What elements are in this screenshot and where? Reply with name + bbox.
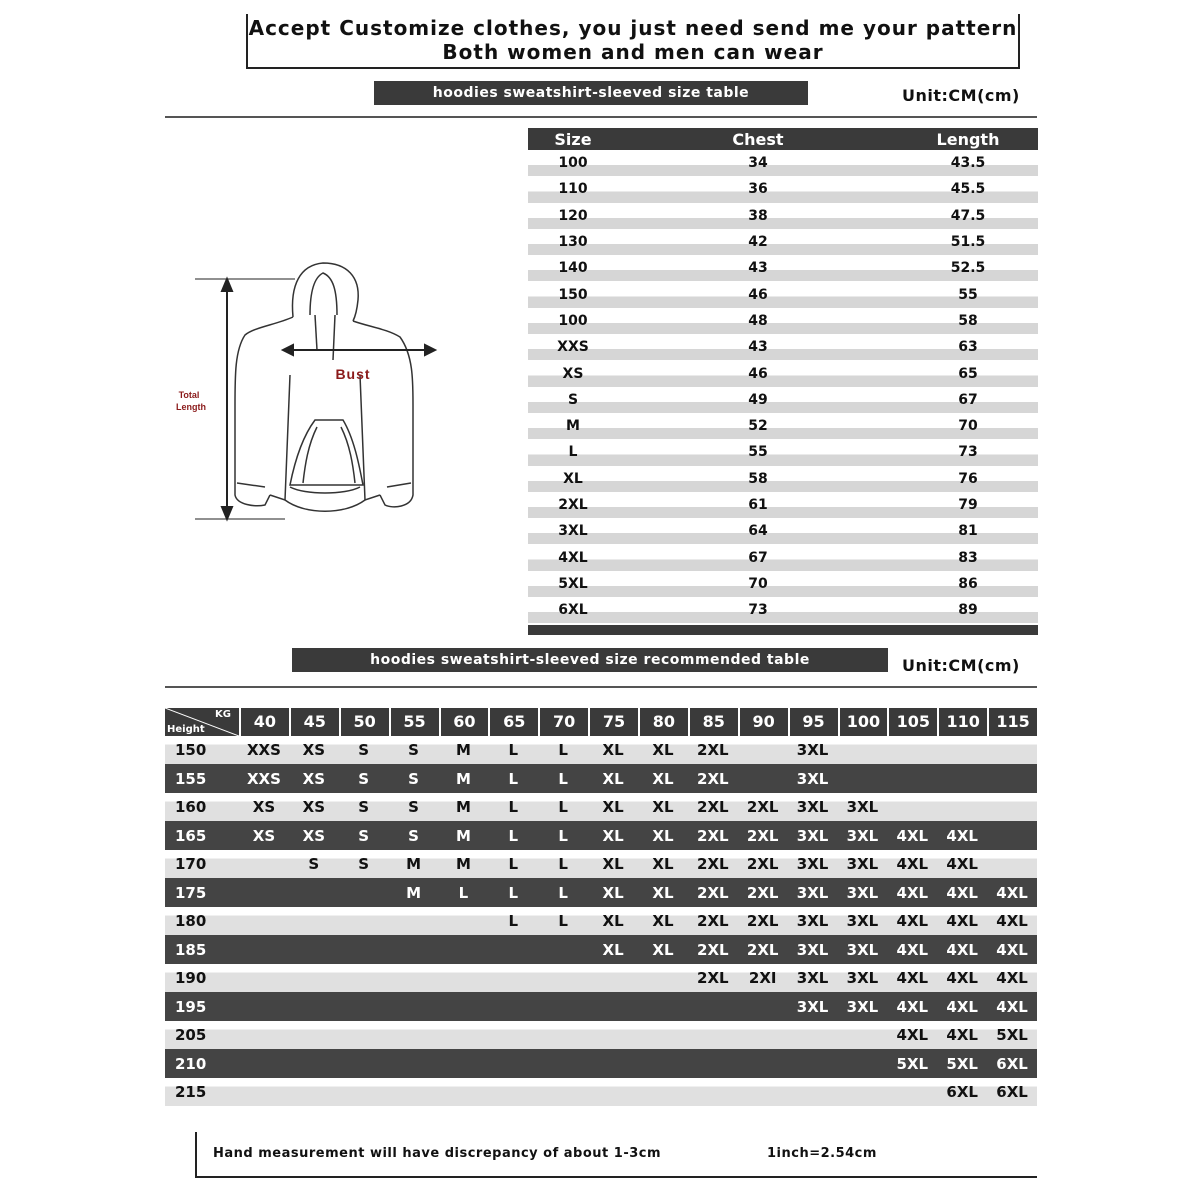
rec-corner — [165, 708, 239, 736]
divider — [165, 686, 1037, 688]
size-cell: 3XL — [846, 855, 879, 873]
size-cell: 110 — [558, 181, 588, 198]
length-cell: 70 — [958, 418, 978, 435]
footer-conversion: 1inch=2.54cm — [767, 1146, 877, 1161]
rec-table-banner: hoodies sweatshirt-sleeved size recommended table — [292, 648, 888, 672]
weight-header-cell: 100 — [838, 708, 888, 736]
size-cell: XS — [252, 798, 276, 816]
table-row — [528, 597, 1038, 623]
length-cell: 83 — [958, 549, 978, 566]
weight-header-cell: 45 — [289, 708, 339, 736]
height-cell: 160 — [175, 798, 207, 816]
size-cell: S — [358, 769, 370, 788]
size-cell: XXS — [557, 339, 589, 356]
size-cell: 4XL — [896, 883, 929, 902]
chest-cell: 61 — [748, 497, 768, 513]
size-cell: 2XL — [697, 741, 729, 759]
size-cell: 3XL — [796, 741, 829, 759]
size-cell: XL — [602, 798, 624, 816]
size-cell: 3XL — [796, 912, 829, 930]
size-cell: 4XL — [896, 1026, 929, 1044]
size-cell: L — [558, 855, 568, 873]
size-cell: XS — [302, 769, 325, 788]
size-cell: 4XL — [896, 997, 929, 1016]
size-cell: L — [508, 798, 519, 816]
chest-cell: 64 — [748, 523, 768, 540]
weight-header-cell: 80 — [638, 708, 688, 736]
size-cell: 4XL — [896, 912, 929, 930]
size-cell: 2XL — [697, 912, 729, 930]
table-row — [165, 850, 1037, 878]
chest-cell: 43 — [748, 260, 768, 277]
table-row — [528, 150, 1038, 176]
table-row — [528, 308, 1038, 334]
size-cell: 6XL — [996, 1054, 1028, 1073]
size-cell: L — [558, 826, 568, 845]
size-cell: 2XL — [558, 497, 588, 513]
size-cell: L — [508, 912, 519, 930]
chest-cell: 36 — [748, 181, 768, 198]
header-line-2: Both women and men can wear — [442, 40, 824, 64]
size-cell: 4XL — [946, 940, 978, 959]
size-cell: XS — [252, 826, 276, 845]
length-cell: 81 — [958, 523, 978, 540]
size-cell: M — [566, 418, 580, 435]
table-row — [165, 935, 1037, 964]
size-cell: 5XL — [896, 1054, 929, 1073]
size-cell: 100 — [558, 155, 588, 172]
size-cell: XL — [602, 855, 624, 873]
weight-header-cell: 115 — [987, 708, 1037, 736]
size-cell: XL — [563, 470, 583, 487]
size-cell: 3XL — [558, 523, 588, 540]
size-cell: 5XL — [996, 1026, 1028, 1044]
size-cell: 3XL — [796, 769, 829, 788]
table-row — [528, 518, 1038, 544]
size-cell: L — [508, 883, 519, 902]
size-cell: L — [558, 912, 568, 930]
size-cell: 100 — [558, 312, 588, 329]
size-cell: 3XL — [846, 883, 879, 902]
size-cell: 3XL — [846, 969, 879, 987]
size-cell: 2XL — [746, 855, 779, 873]
size-cell: 4XL — [946, 883, 978, 902]
size-table-unit: Unit:CM(cm) — [902, 86, 1020, 105]
hoodie-illustration — [165, 255, 465, 525]
size-cell: 4XL — [946, 912, 978, 930]
table-row — [528, 334, 1038, 360]
weight-header-cell: 60 — [439, 708, 489, 736]
chest-cell: 34 — [748, 155, 768, 172]
size-cell: XL — [602, 769, 624, 788]
height-cell: 175 — [175, 883, 207, 902]
size-cell: 6XL — [996, 1083, 1028, 1101]
size-cell: 4XL — [996, 883, 1028, 902]
size-cell: XL — [652, 940, 674, 959]
size-cell: XL — [652, 883, 674, 902]
size-cell: 4XL — [946, 1026, 978, 1044]
rec-table-header — [165, 708, 1037, 736]
size-cell: S — [408, 826, 419, 845]
chest-cell: 46 — [748, 286, 768, 303]
weight-header-cell: 50 — [339, 708, 389, 736]
weight-header-cell: 65 — [488, 708, 538, 736]
size-cell: 4XL — [896, 855, 929, 873]
size-cell: XXS — [246, 741, 281, 759]
size-cell: S — [408, 741, 419, 759]
weight-header-cell: 95 — [788, 708, 838, 736]
size-table-footer-bar — [528, 625, 1038, 635]
size-cell: 2XI — [748, 969, 777, 987]
size-cell: L — [558, 741, 568, 759]
size-table-header — [528, 128, 1038, 150]
size-cell: 4XL — [996, 969, 1028, 987]
hoodie-drawing — [165, 255, 465, 525]
size-cell: XS — [562, 365, 584, 382]
size-cell: L — [458, 883, 469, 902]
length-cell: 43.5 — [950, 155, 986, 172]
header-line-1: Accept Customize clothes, you just need send me your pattern — [248, 16, 1018, 40]
size-cell: XL — [602, 826, 624, 845]
table-row — [165, 1078, 1037, 1106]
height-cell: 185 — [175, 940, 207, 959]
size-cell: L — [508, 855, 519, 873]
size-cell: XL — [652, 855, 674, 873]
size-cell: 3XL — [846, 798, 879, 816]
size-cell: L — [508, 741, 519, 759]
size-cell: 5XL — [946, 1054, 978, 1073]
size-cell: 2XL — [697, 826, 729, 845]
length-cell: 47.5 — [950, 207, 986, 224]
size-table — [528, 128, 1038, 635]
size-cell: 3XL — [796, 997, 829, 1016]
divider — [165, 116, 1037, 118]
size-cell: 3XL — [796, 798, 829, 816]
table-row — [528, 203, 1038, 229]
weight-header-cell: 105 — [887, 708, 937, 736]
size-cell: 4XL — [946, 969, 978, 987]
size-cell: XL — [602, 940, 624, 959]
table-row — [528, 413, 1038, 439]
table-row — [528, 571, 1038, 597]
size-cell: 150 — [558, 286, 588, 303]
height-cell: 165 — [175, 826, 207, 845]
size-cell: 2XL — [697, 883, 729, 902]
bust-label: Bust — [335, 366, 371, 382]
size-table-banner: hoodies sweatshirt-sleeved size table — [374, 81, 808, 105]
size-cell: XL — [602, 883, 624, 902]
size-cell: 3XL — [846, 997, 879, 1016]
size-cell: L — [558, 769, 568, 788]
size-cell: 2XL — [746, 798, 779, 816]
height-cell: 150 — [175, 741, 207, 759]
size-cell: 4XL — [996, 940, 1028, 959]
length-cell: 67 — [958, 391, 978, 408]
total-label: Total — [178, 390, 200, 400]
chest-cell: 70 — [748, 575, 768, 592]
size-cell: M — [455, 855, 471, 873]
size-cell: M — [455, 826, 471, 845]
table-row — [528, 255, 1038, 281]
length-cell: 65 — [958, 365, 978, 382]
size-cell: 2XL — [746, 940, 779, 959]
corner-kg-label: KG — [215, 709, 231, 720]
size-cell: XS — [302, 798, 325, 816]
rec-table-unit: Unit:CM(cm) — [902, 656, 1020, 675]
size-cell: XS — [302, 826, 325, 845]
weight-header-cell: 40 — [239, 708, 289, 736]
size-cell: 6XL — [558, 602, 588, 619]
table-row — [528, 360, 1038, 386]
weight-header-cell: 85 — [688, 708, 738, 736]
header-chest: Chest — [732, 129, 784, 149]
size-cell: 4XL — [558, 549, 588, 566]
chest-cell: 38 — [748, 207, 768, 224]
chest-cell: 46 — [748, 365, 768, 382]
size-cell: L — [508, 826, 519, 845]
size-cell: S — [358, 855, 370, 873]
length-cell: 45.5 — [950, 181, 986, 198]
chest-cell: 58 — [748, 470, 768, 487]
size-cell: 4XL — [896, 940, 929, 959]
height-cell: 170 — [175, 855, 207, 873]
chest-cell: 48 — [748, 312, 768, 329]
rec-table-body — [165, 736, 1037, 1106]
size-cell: XL — [652, 741, 674, 759]
table-row — [528, 176, 1038, 202]
size-cell: 2XL — [746, 826, 779, 845]
size-cell: 4XL — [946, 855, 978, 873]
size-cell: L — [568, 444, 578, 461]
table-row — [165, 992, 1037, 1021]
size-cell: M — [455, 769, 471, 788]
header-length: Length — [936, 129, 1000, 149]
size-cell: XXS — [246, 769, 281, 788]
size-cell: 2XL — [697, 855, 729, 873]
height-cell: 210 — [175, 1054, 207, 1073]
size-cell: 3XL — [796, 855, 829, 873]
length-cell: 89 — [958, 602, 978, 619]
size-cell: 2XL — [746, 883, 779, 902]
height-cell: 190 — [175, 969, 207, 987]
table-row — [165, 793, 1037, 821]
table-row — [528, 281, 1038, 307]
size-cell: 4XL — [946, 826, 978, 845]
size-cell: 6XL — [946, 1083, 978, 1101]
size-cell: XL — [652, 798, 674, 816]
size-cell: L — [558, 798, 568, 816]
height-cell: 215 — [175, 1083, 207, 1101]
size-cell: 3XL — [796, 883, 829, 902]
size-cell: 3XL — [846, 826, 879, 845]
chest-cell: 42 — [748, 234, 768, 251]
weight-header-cell: 55 — [389, 708, 439, 736]
length-cell: 52.5 — [950, 260, 986, 277]
size-cell: L — [558, 883, 568, 902]
length-cell: 73 — [958, 444, 978, 461]
table-row — [528, 544, 1038, 570]
weight-header-cell: 75 — [588, 708, 638, 736]
table-row — [165, 1021, 1037, 1049]
size-cell: 2XL — [697, 940, 729, 959]
size-cell: XL — [652, 912, 674, 930]
table-row — [528, 229, 1038, 255]
size-cell: XS — [302, 741, 325, 759]
chest-cell: 55 — [748, 444, 768, 461]
size-cell: 3XL — [846, 912, 879, 930]
size-cell: M — [455, 798, 471, 816]
size-cell: 3XL — [796, 940, 829, 959]
table-row — [528, 439, 1038, 465]
size-cell: S — [308, 855, 320, 873]
length-cell: 79 — [958, 497, 978, 513]
size-cell: S — [408, 769, 419, 788]
table-row — [165, 878, 1037, 907]
size-cell: 3XL — [846, 940, 879, 959]
length-cell: 55 — [958, 286, 978, 303]
size-cell: 4XL — [946, 997, 978, 1016]
height-cell: 155 — [175, 769, 207, 788]
size-cell: 140 — [558, 260, 588, 277]
table-row — [165, 736, 1037, 764]
table-row — [165, 964, 1037, 992]
table-row — [165, 907, 1037, 935]
table-row — [165, 764, 1037, 793]
length-cell: 58 — [958, 312, 978, 329]
size-cell: M — [455, 741, 471, 759]
chest-cell: 49 — [748, 391, 768, 408]
size-table-body — [528, 150, 1038, 623]
weight-header-cell: 90 — [738, 708, 788, 736]
footer-note: Hand measurement will have discrepancy of about 1-3cm — [213, 1146, 662, 1161]
size-cell: S — [358, 826, 370, 845]
length-cell: 86 — [958, 575, 978, 592]
size-cell: 2XL — [697, 969, 729, 987]
size-cell: XL — [602, 741, 624, 759]
size-cell: XL — [652, 826, 674, 845]
header-size: Size — [554, 129, 592, 149]
length-cell: 51.5 — [950, 234, 986, 251]
size-cell: S — [358, 798, 370, 816]
chest-cell: 52 — [748, 418, 768, 435]
size-cell: 2XL — [746, 912, 779, 930]
length-cell: 76 — [958, 470, 978, 487]
size-cell: 4XL — [996, 997, 1028, 1016]
size-cell: 2XL — [697, 798, 729, 816]
length-label: Length — [176, 402, 206, 412]
chest-cell: 73 — [748, 602, 768, 619]
header-box — [246, 14, 1020, 69]
height-cell: 180 — [175, 912, 207, 930]
size-cell: S — [408, 798, 419, 816]
height-cell: 195 — [175, 997, 207, 1016]
size-cell: XL — [602, 912, 624, 930]
corner-height-label: Height — [167, 724, 205, 735]
size-cell: 120 — [558, 207, 588, 224]
weight-header-cell: 70 — [538, 708, 588, 736]
table-row — [165, 821, 1037, 850]
table-row — [165, 1049, 1037, 1078]
size-cell: 4XL — [896, 969, 929, 987]
size-cell: 130 — [558, 234, 588, 251]
length-cell: 63 — [958, 339, 978, 356]
size-cell: M — [406, 855, 422, 873]
size-cell: 4XL — [896, 826, 929, 845]
size-cell: 3XL — [796, 969, 829, 987]
table-row — [528, 492, 1038, 518]
chest-cell: 67 — [748, 549, 768, 566]
size-cell: XL — [652, 769, 674, 788]
rec-table — [165, 708, 1037, 1106]
size-cell: 4XL — [996, 912, 1028, 930]
chest-cell: 43 — [748, 339, 768, 356]
size-cell: 3XL — [796, 826, 829, 845]
size-cell: 5XL — [558, 575, 588, 592]
size-cell: S — [358, 741, 370, 759]
table-row — [528, 387, 1038, 413]
size-cell: S — [567, 391, 579, 408]
size-cell: L — [508, 769, 519, 788]
size-cell: M — [406, 883, 422, 902]
size-cell: 2XL — [697, 769, 729, 788]
height-cell: 205 — [175, 1026, 207, 1044]
table-row — [528, 466, 1038, 492]
weight-header-cell: 110 — [937, 708, 987, 736]
